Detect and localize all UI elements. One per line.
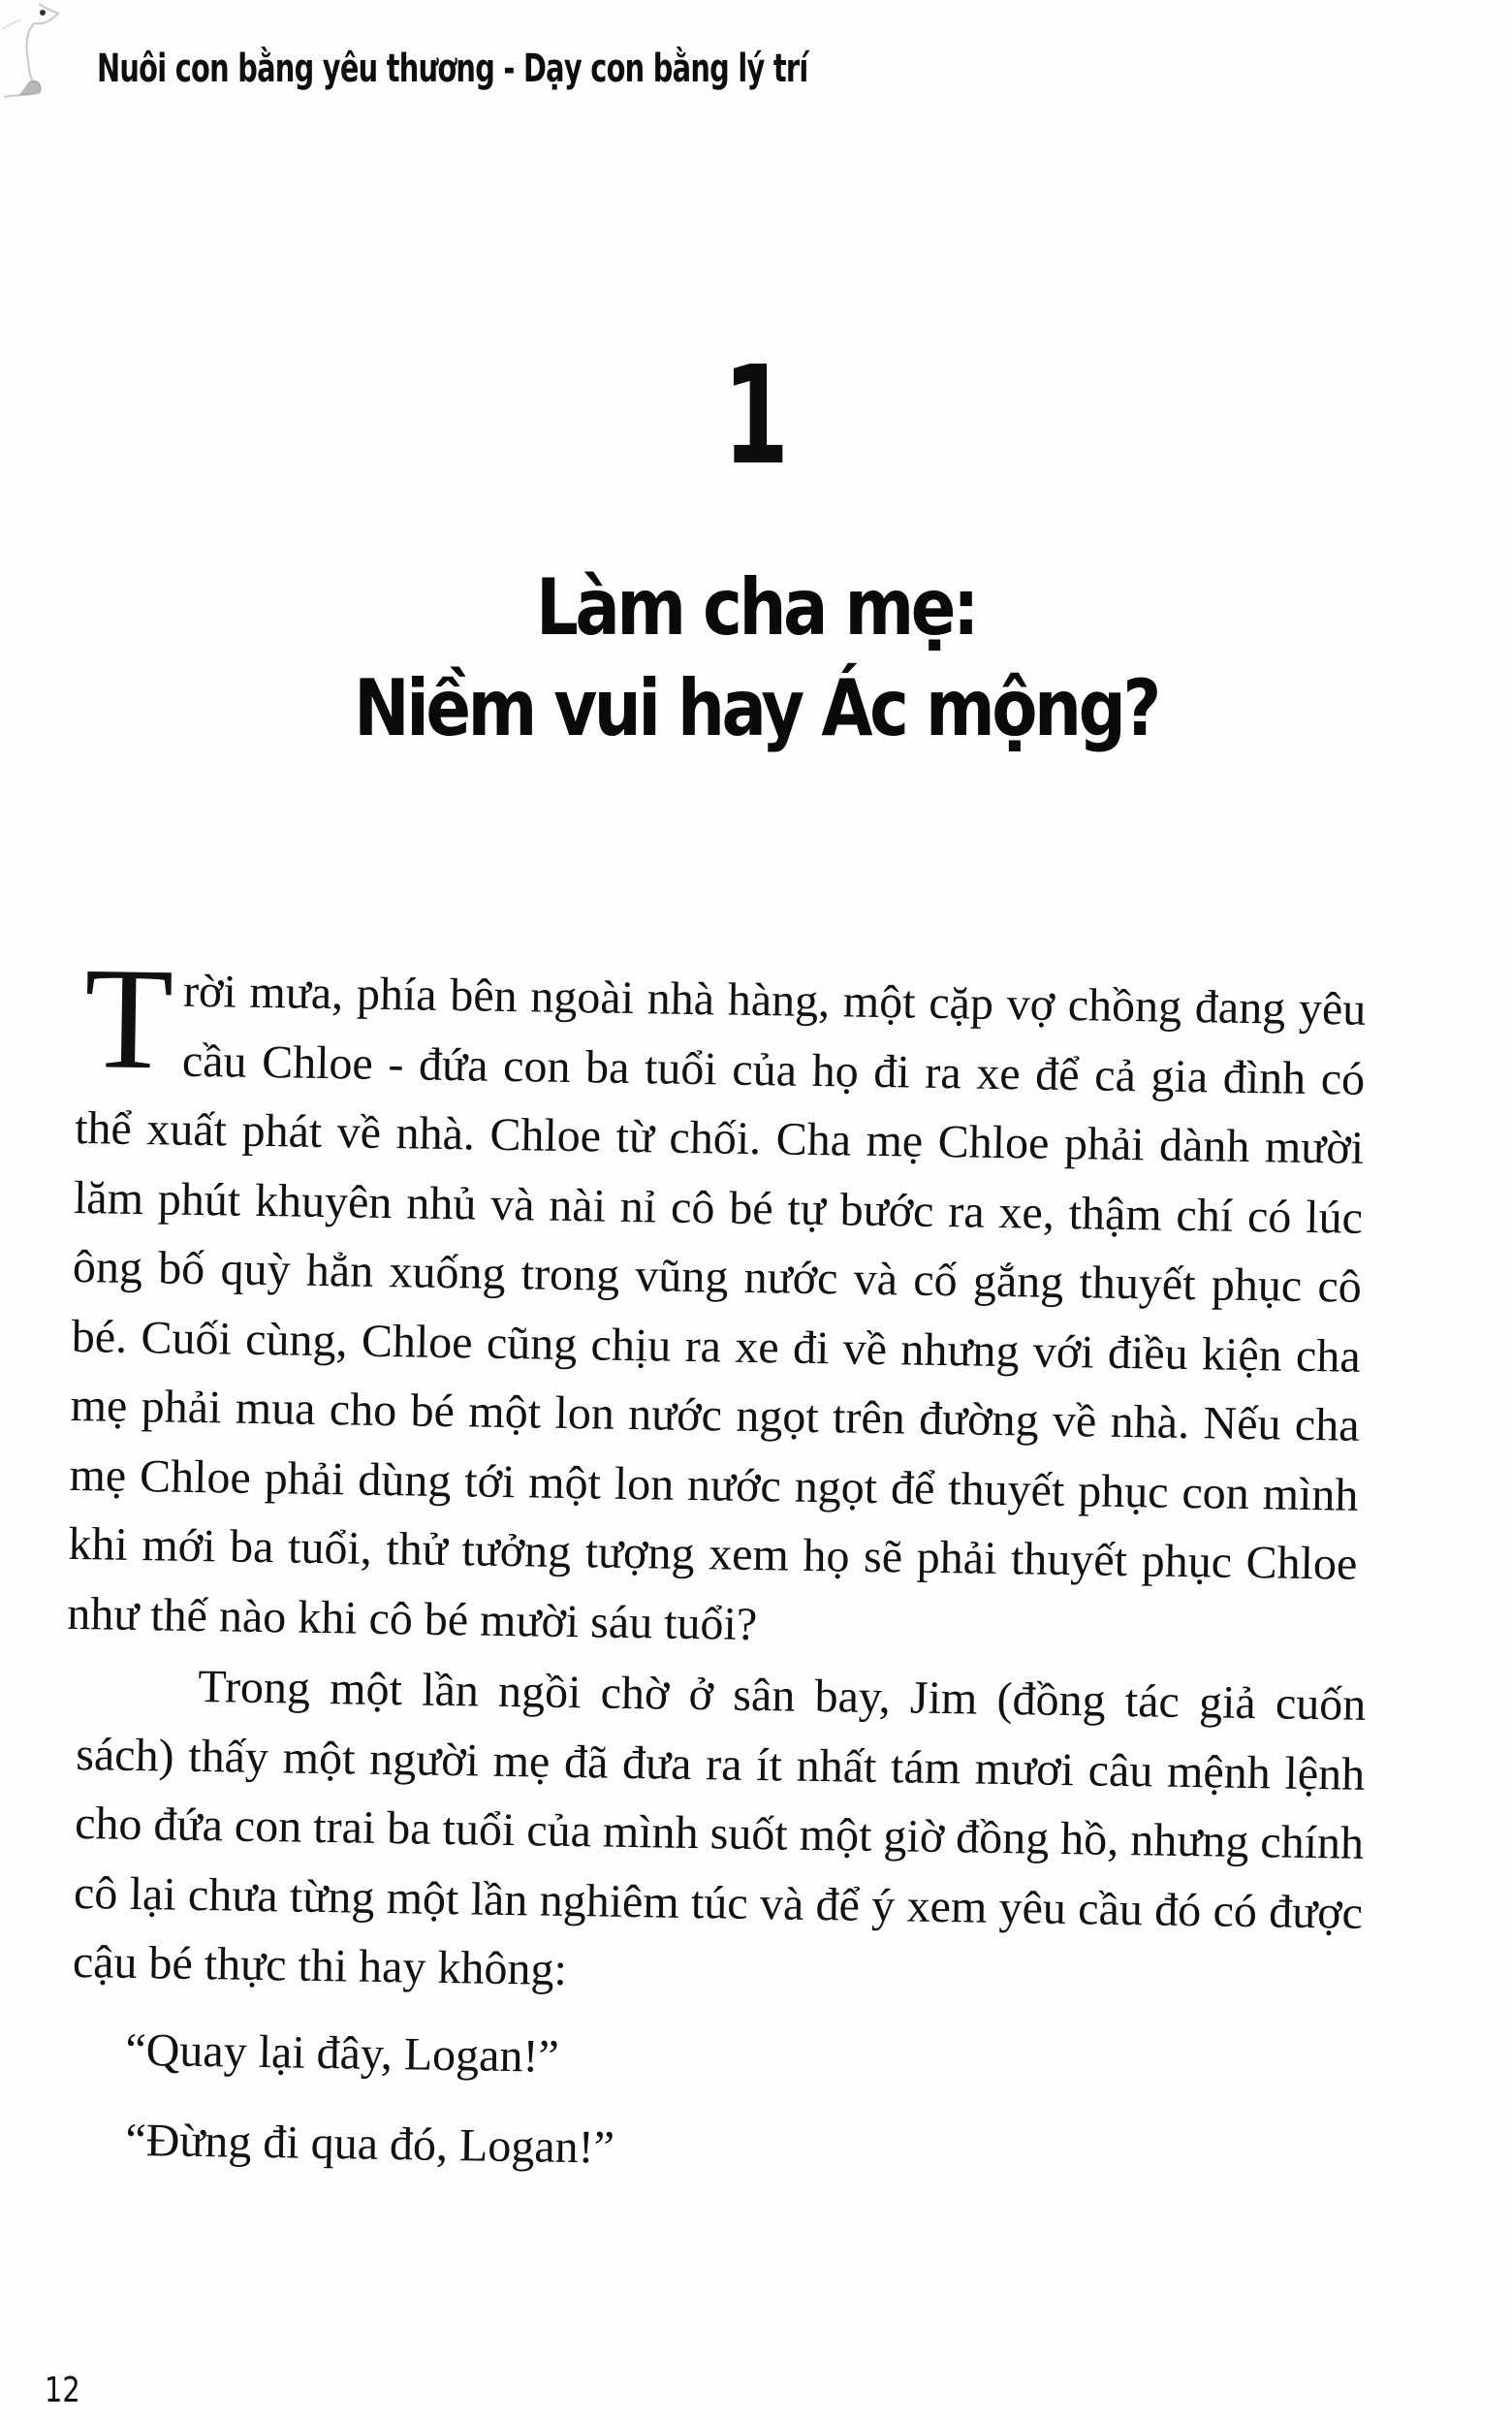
- running-header: Nuôi con bằng yêu thương - Dạy con bằng lý trí: [97, 47, 808, 91]
- chapter-title: [0, 557, 1512, 759]
- chapter-number: 1: [722, 337, 790, 495]
- chapter-title-line-2: Niềm vui hay Ác mộng?: [354, 663, 1158, 753]
- paragraph-1-text: rời mưa, phía bên ngoài nhà hàng, một cặp vợ chồng đang yêu cầu Chloe - đứa con ba tuổi của họ đi ra xe để cả gia đình có thể xuất phát về nhà. Chloe từ chối. Cha mẹ Chloe phải dành mười lăm phút khuyên nhủ và nài nỉ cô bé tự bước ra xe, thậm chí có lúc ông bố quỳ hẳn xuống trong vũng nước và cố gắng thuyết phục cô bé. Cuối cùng, Chloe cũng chịu ra xe đi về nhưng với điều kiện cha mẹ phải mua cho bé một lon nước ngọt trên đường về nhà. Nếu cha mẹ Chloe phải dùng tới một lon nước ngọt để thuyết phục con mình khi mới ba tuổi, thử tưởng tượng xem họ sẽ phải thuyết phục Chloe như thế nào khi cô bé mười sáu tuổi?: [66, 965, 1367, 1650]
- body-text: [66, 938, 1367, 2175]
- paragraph-1: [66, 938, 1367, 1669]
- quote-line: “Quay lại đây, Logan!”: [125, 2023, 560, 2083]
- paragraph-2: Trong một lần ngồi chờ ở sân bay, Jim (đồng tác giả cuốn sách) thấy một người mẹ đã đưa ra ít nhất tám mươi câu mệnh lệnh cho đứa con trai ba tuổi của mình suốt một giờ đồng hồ, nhưng chính cô lại chưa từng một lần nghiêm túc và để ý xem yêu cầu đó có được cậu bé thực thi hay không:: [72, 1660, 1367, 1995]
- cartoon-figure-icon: [0, 0, 68, 107]
- drop-cap: T: [82, 938, 174, 1100]
- chapter-title-line-1: Làm cha mẹ:: [535, 562, 977, 653]
- page-number: 12: [45, 2371, 80, 2410]
- quote-line: “Đừng đi qua đó, Logan!”: [125, 2114, 615, 2174]
